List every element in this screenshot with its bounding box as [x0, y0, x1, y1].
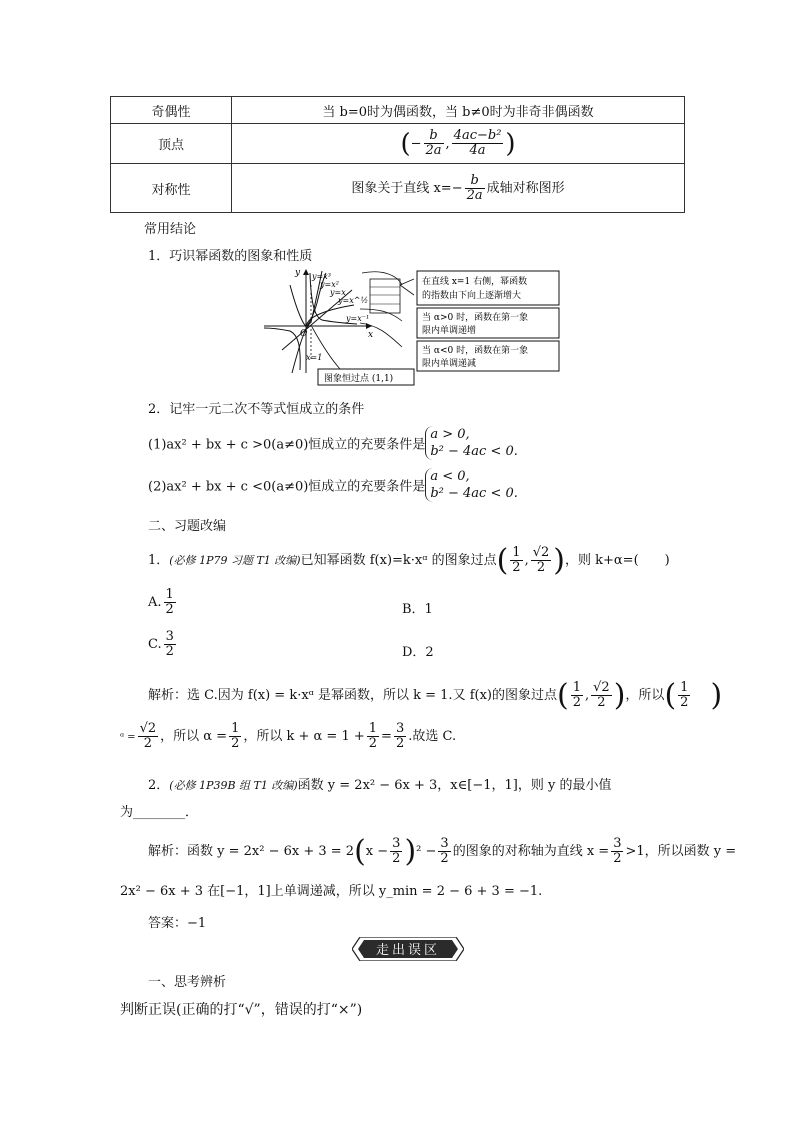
callout-text: 限内单调递增	[422, 326, 477, 336]
callout-text: 的指数由下向上逐渐增大	[422, 291, 522, 301]
table-row	[111, 97, 685, 124]
section-heading: 常用结论	[144, 222, 197, 237]
solution-2-line-2: 2x² − 6x + 3 在[−1，1]上单调递减，所以 y_min = 2 − 6 + 3 = −1.	[120, 884, 543, 899]
fraction: $\frac{1}{2}$	[680, 680, 689, 710]
fraction: $\frac{b}{2a}$	[466, 172, 483, 203]
solution-1-line-1: 解析：选 C.因为 f(x) = k·xᵅ 是幂函数，所以 k = 1.又 f(x)的图象过点( $\frac{1}{2}$ , $\frac{√2}{2}$ )，所以( $\frac{1}{2}$ )	[148, 678, 723, 713]
condition-system: a < 0, b² − 4ac < 0.	[425, 468, 518, 502]
row-value: 当 b=0时为偶函数，当 b≠0时为非奇非偶函数	[232, 97, 685, 124]
symmetry-text: 图象关于直线 x=− $\frac{b}{2a}$ 成轴对称图形	[232, 164, 685, 213]
curve-label: y=x⁻¹	[346, 314, 370, 323]
callout-bracket	[370, 279, 400, 313]
question-1: 1．(必修 1P79 习题 T1 改编)已知幂函数 f(x)=k·xᵅ 的图象过点( $\frac{1}{2}$ , $\frac{√2}{2}$ )，则 k+α=( )	[148, 543, 670, 578]
curve-label: y=x	[330, 288, 346, 297]
answer: 答案：−1	[148, 916, 207, 931]
condition-1: (1)ax² + bx + c >0(a≠0)恒成立的充要条件是a > 0, b² − 4ac < 0.	[148, 427, 518, 459]
vertex-formula: (− $\frac{b}{2a}$ , $\frac{\text{4ac−b²}}{4a}$ )	[232, 124, 685, 164]
fraction: $\frac{√2}{2}$	[139, 721, 157, 751]
callout-text: 当 α<0 时，函数在第一象	[422, 346, 529, 356]
item-title: 2．记牢一元二次不等式恒成立的条件	[148, 402, 365, 417]
y-axis-label: y	[295, 268, 301, 278]
properties-table	[110, 96, 685, 213]
section-heading: 二、习题改编	[148, 519, 227, 534]
solution-1-line-2: ᵅ = $\frac{√2}{2}$ ，所以 α = $\frac{1}{2}$ ，所以 k + α = 1 + $\frac{1}{2}$ = $\frac{3}{2}$ .故选 C.	[120, 721, 457, 751]
row-key: 顶点	[111, 124, 232, 164]
callout-text: 限内单调递减	[422, 359, 477, 369]
row-key: 奇偶性	[111, 97, 232, 124]
callout-pointer	[362, 272, 402, 285]
row-key: 对称性	[111, 164, 232, 213]
callout-text: 图象恒过点 (1,1)	[324, 374, 394, 384]
condition-2: (2)ax² + bx + c <0(a≠0)恒成立的充要条件是a < 0, b² − 4ac < 0.	[148, 469, 518, 501]
fraction: $\frac{3}{2}$	[613, 836, 622, 866]
section-banner	[352, 937, 464, 961]
fraction: $\frac{\text{4ac−b²}}{4a}$	[453, 128, 502, 158]
condition-system: a > 0, b² − 4ac < 0.	[425, 426, 518, 460]
section-heading: 一、思考辨析	[148, 975, 227, 990]
table-row	[111, 164, 685, 213]
minus-sign: −	[410, 136, 422, 151]
fraction: $\frac{3}{2}$	[165, 629, 174, 659]
solution-2-line-1: 解析：函数 y = 2x² − 6x + 3 = 2(x − $\frac{3}{2}$ )² − $\frac{3}{2}$ 的图象的对称轴为直线 x = $\frac{3}{2}$ >1，所以函数 y =	[148, 834, 737, 869]
curve-label: y=x³	[312, 272, 331, 281]
origin-label: O	[300, 329, 308, 339]
fraction: $\frac{b}{2a}$	[425, 128, 442, 158]
callout-text: 在直线 x=1 右侧，幂函数	[422, 277, 528, 287]
question-2-blank[interactable]: 为________．	[120, 805, 199, 820]
fraction: $\frac{√2}{2}$	[532, 545, 550, 575]
item-title: 1．巧识幂函数的图象和性质	[148, 249, 313, 264]
fraction: $\frac{1}{2}$	[165, 587, 174, 617]
callout-text: 当 α>0 时，函数在第一象	[422, 313, 529, 323]
option-a[interactable]: A. $\frac{1}{2}$	[148, 587, 174, 617]
curve-label: y=x²	[320, 280, 339, 289]
fraction: $\frac{√2}{2}$	[593, 680, 610, 710]
question-2: 2．(必修 1P39B 组 T1 改编)函数 y = 2x² − 6x + 3，x∈[−1，1]，则 y 的最小值	[148, 778, 612, 793]
table-row	[111, 124, 685, 164]
fraction: $\frac{3}{2}$	[395, 721, 405, 751]
fraction: $\frac{1}{2}$	[512, 545, 521, 575]
fraction: $\frac{3}{2}$	[440, 836, 449, 866]
option-d[interactable]: D．2	[402, 645, 434, 660]
power-function-figure	[262, 265, 562, 387]
fraction: $\frac{1}{2}$	[231, 721, 240, 751]
fraction: $\frac{1}{2}$	[572, 680, 581, 710]
option-b[interactable]: B．1	[402, 602, 433, 617]
banner-text: 走出误区	[375, 943, 441, 958]
fraction: $\frac{1}{2}$	[368, 721, 378, 751]
fraction: $\frac{3}{2}$	[392, 836, 401, 866]
y-axis-arrow	[303, 269, 309, 275]
vline-label: x=1	[306, 353, 323, 362]
instruction: 判断正误(正确的打“√”，错误的打“×”)	[120, 1002, 363, 1018]
x-axis-label: x	[368, 330, 374, 340]
option-c[interactable]: C. $\frac{3}{2}$	[148, 629, 174, 659]
curve-label: y=x^½	[338, 296, 369, 305]
